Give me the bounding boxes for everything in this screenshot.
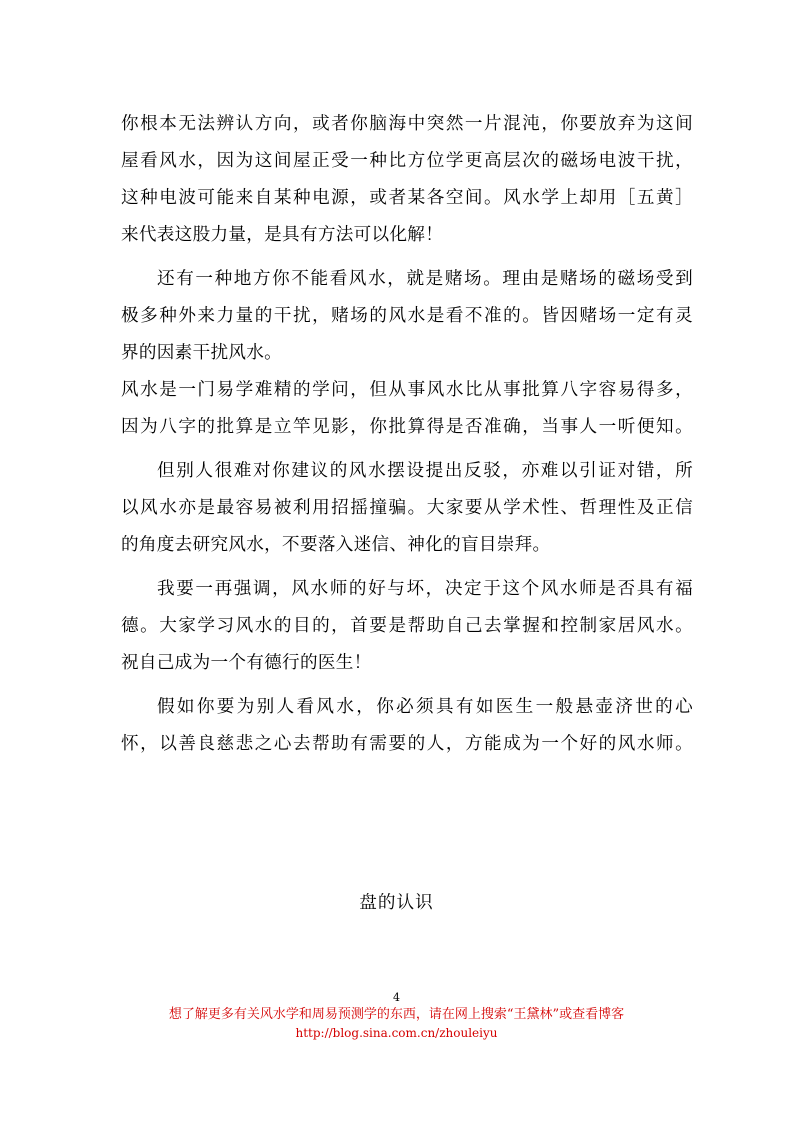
- footer-notice: 想了解更多有关风水学和周易预测学的东西，请在网上搜索“王黛林”或查看博客: [168, 1007, 625, 1022]
- text-line: 我要一再强调，风水师的好与坏，决定于这个风水师是否具有福: [157, 579, 693, 599]
- text-line: 德。大家学习风水的目的，首要是帮助自己去掌握和控制家居风水。: [121, 616, 693, 636]
- text-line: 怀，以善良慈悲之心去帮助有需要的人，方能成为一个好的风水师。: [121, 734, 693, 754]
- text-line: 界的因素干扰风水。: [121, 343, 283, 363]
- text-line: 祝自己成为一个有德行的医生！: [121, 653, 372, 673]
- text-line: 的角度去研究风水，不要落入迷信、神化的盲目崇拜。: [121, 535, 551, 555]
- text-line: 你根本无法辨认方向，或者你脑海中突然一片混沌，你要放弃为这间: [121, 114, 693, 134]
- text-line: 极多种外来力量的干扰，赌场的风水是看不准的。皆因赌场一定有灵: [121, 306, 693, 326]
- text-line: 屋看风水，因为这间屋正受一种比方位学更高层次的磁场电波干扰，: [121, 151, 693, 171]
- text-line: 假如你要为别人看风水，你必须具有如医生一般悬壶济世的心: [157, 697, 693, 717]
- text-line: 以风水亦是最容易被利用招摇撞骗。大家要从学术性、哲理性及正信: [121, 498, 693, 518]
- text-line: 来代表这股力量，是具有方法可以化解！: [121, 225, 444, 245]
- text-line: 这种电波可能来自某种电源，或者某各空间。风水学上却用［五黄］: [121, 188, 693, 208]
- text-line: 风水是一门易学难精的学问，但从事风水比从事批算八字容易得多，: [121, 380, 693, 400]
- text-line: 因为八字的批算是立竿见影，你批算得是否准确，当事人一听便知。: [121, 417, 693, 437]
- section-title: 盘的认识: [359, 893, 434, 913]
- text-line: 但别人很难对你建议的风水摆设提出反驳，亦难以引证对错，所: [157, 461, 693, 481]
- footer-blog-url: http://blog.sina.com.cn/zhouleiyu: [295, 1026, 498, 1040]
- text-line: 还有一种地方你不能看风水，就是赌场。理由是赌场的磁场受到: [157, 269, 693, 289]
- page-number: 4: [393, 991, 400, 1004]
- body-text: [121, 106, 693, 763]
